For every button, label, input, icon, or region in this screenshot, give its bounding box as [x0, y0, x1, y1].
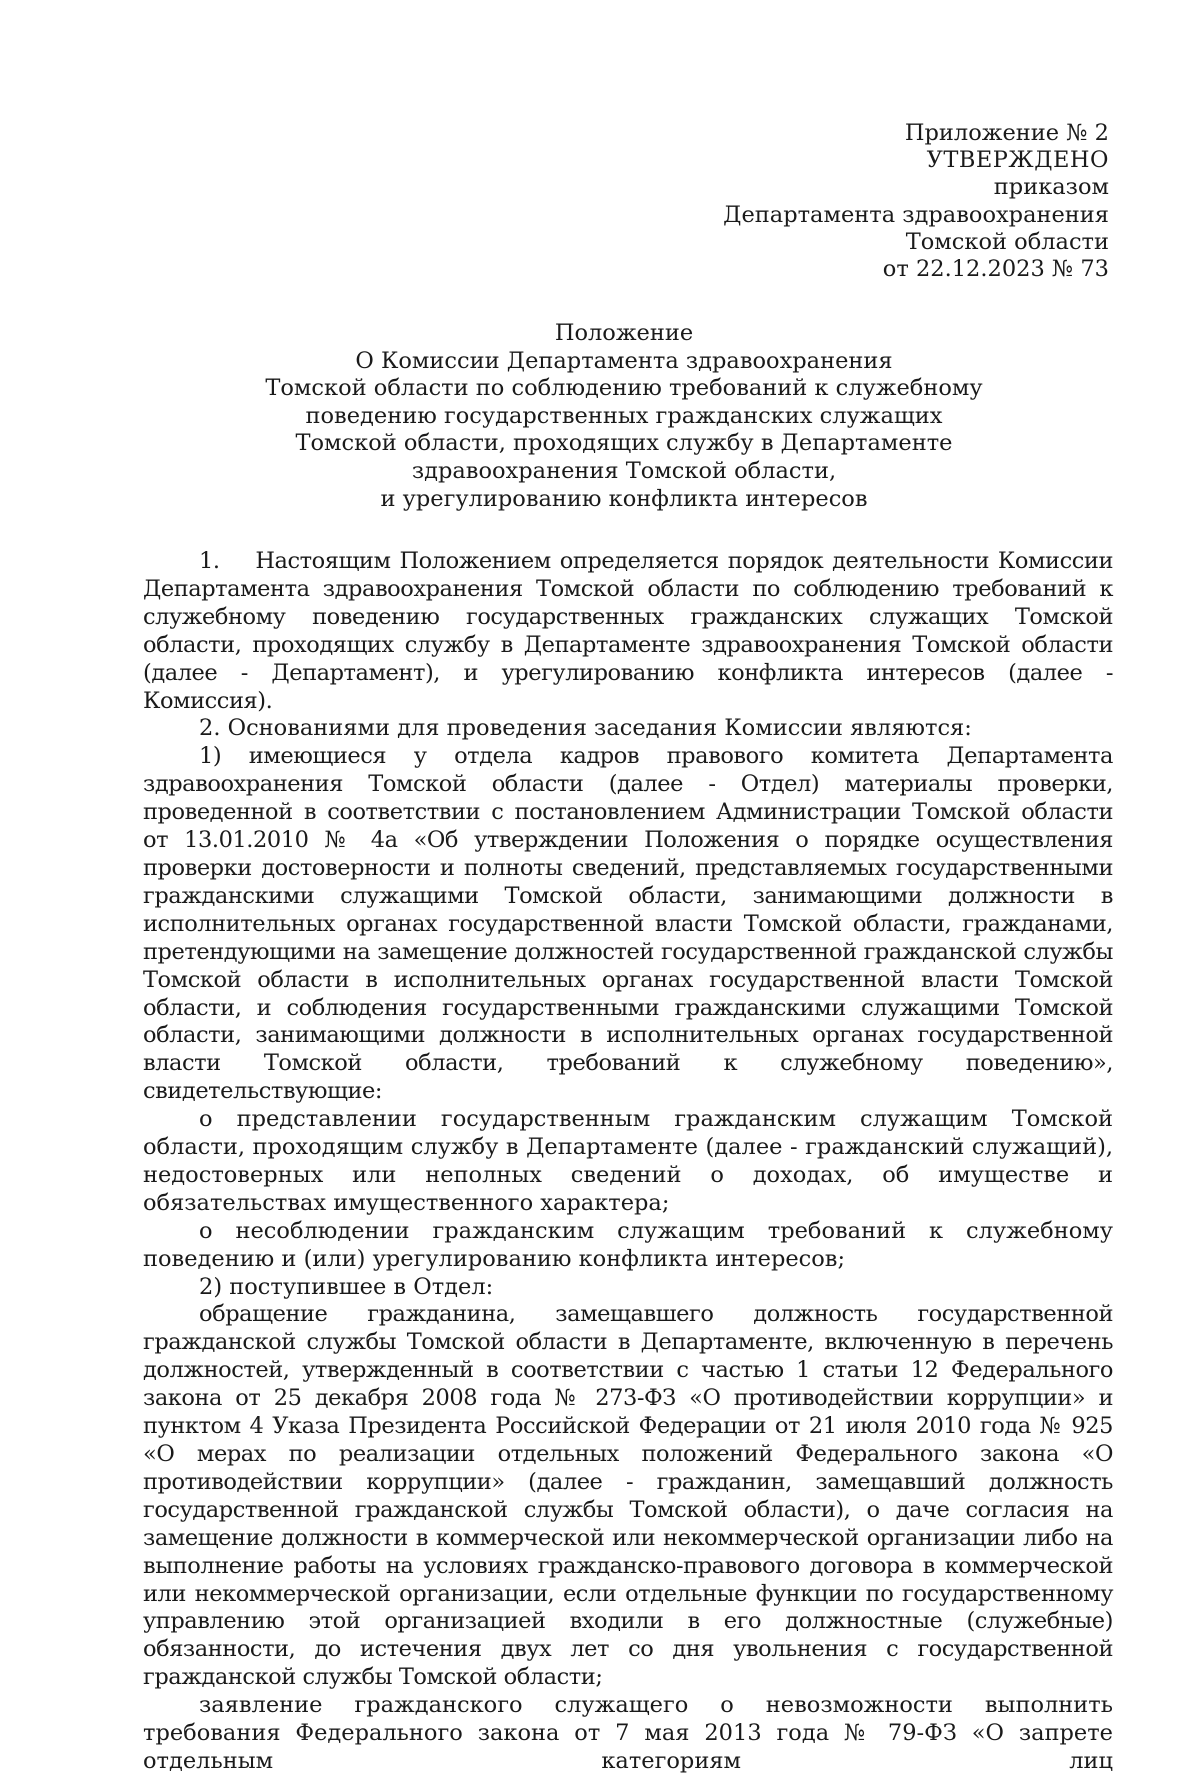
paragraph-1: 1. Настоящим Положением определяется порядок деятельности Комиссии Департамента здравоохранения Томской области по соблюдению требований к служебному поведению государственных гражданских служащих Томской области, проходящих службу в Департаменте здравоохранения Томской области (далее - Департамент), и урегулированию конфликта интересов (далее - Комиссия). — [143, 548, 1113, 714]
approval-block — [723, 120, 1109, 283]
title-line: О Комиссии Департамента здравоохранения — [355, 347, 893, 374]
approved-label: УТВЕРЖДЕНО — [926, 147, 1109, 174]
paragraph-7: обращение гражданина, замещавшего должность государственной гражданской службы Томской области в Департаменте, включенную в перечень должностей, утвержденный в соответствии с частью 1 статьи 12 Федерального закона от 25 декабря 2008 года № 273-ФЗ «О противодействии коррупции» и пунктом 4 Указа Президента Российской Федерации от 21 июля 2010 года № 925 «О мерах по реализации отдельных положений Федерального закона «О противодействии коррупции» (далее - гражданин, замещавший должность государственной гражданской службы Томской области), о даче согласия на замещение должности в коммерческой или некоммерческой организации либо на выполнение работы на условиях гражданско-правового договора в коммерческой или некоммерческой организации, если отдельные функции по государственному управлению этой организацией входили в его должностные (служебные) обязанности, до истечения двух лет со дня увольнения с государственной гражданской службы Томской области; — [143, 1301, 1113, 1691]
paragraph-5: о несоблюдении гражданским служащим требований к служебному поведению и (или) урегулированию конфликта интересов; — [143, 1217, 1113, 1272]
title-line: здравоохранения Томской области, — [411, 457, 837, 484]
paragraph-4: о представлении государственным гражданским служащим Томской области, проходящим службу в Департаменте (далее - гражданский служащий), недостоверных или неполных сведений о доходах, об имуществе и обязательствах имущественного характера; — [143, 1106, 1113, 1216]
paragraph-8: заявление гражданского служащего о невозможности выполнить требования Федерального закона от 7 мая 2013 года № 79-ФЗ «О запрете отдельным категориям лиц — [143, 1692, 1113, 1774]
paragraph-6: 2) поступившее в Отдел: — [199, 1273, 494, 1300]
paragraph-3: 1) имеющиеся у отдела кадров правового комитета Департамента здравоохранения Томской области (далее - Отдел) материалы проверки, проведенной в соответствии с постановлением Администрации Томской области от 13.01.2010 № 4а «Об утверждении Положения о порядке осуществления проверки достоверности и полноты сведений, представляемых государственными гражданскими служащими Томской области, занимающими должности в исполнительных органах государственной власти Томской области, гражданами, претендующими на замещение должностей государственной гражданской службы Томской области в исполнительных органах государственной власти Томской области, и соблюдения государственными гражданскими служащими Томской области, занимающими должности в исполнительных органах государственной власти Томской области, требований к служебному поведению», свидетельствующие: — [143, 743, 1113, 1105]
order-date-number: от 22.12.2023 № 73 — [882, 256, 1109, 283]
document-body — [143, 548, 1113, 1776]
order-label: приказом — [993, 174, 1109, 201]
title-line: Томской области по соблюдению требований к служебному — [265, 375, 983, 402]
paragraph-2: 2. Основаниями для проведения заседания Комиссии являются: — [199, 715, 972, 742]
title-line: Положение — [554, 320, 694, 346]
title-line: и урегулированию конфликта интересов — [380, 485, 868, 512]
document-title — [140, 320, 1108, 513]
title-line: Томской области, проходящих службу в Департаменте — [295, 430, 953, 457]
issuing-department: Департамента здравоохранения — [723, 201, 1109, 228]
title-line: поведению государственных гражданских служащих — [305, 402, 943, 429]
appendix-number: Приложение № 2 — [904, 120, 1109, 146]
issuing-region: Томской области — [905, 228, 1109, 255]
